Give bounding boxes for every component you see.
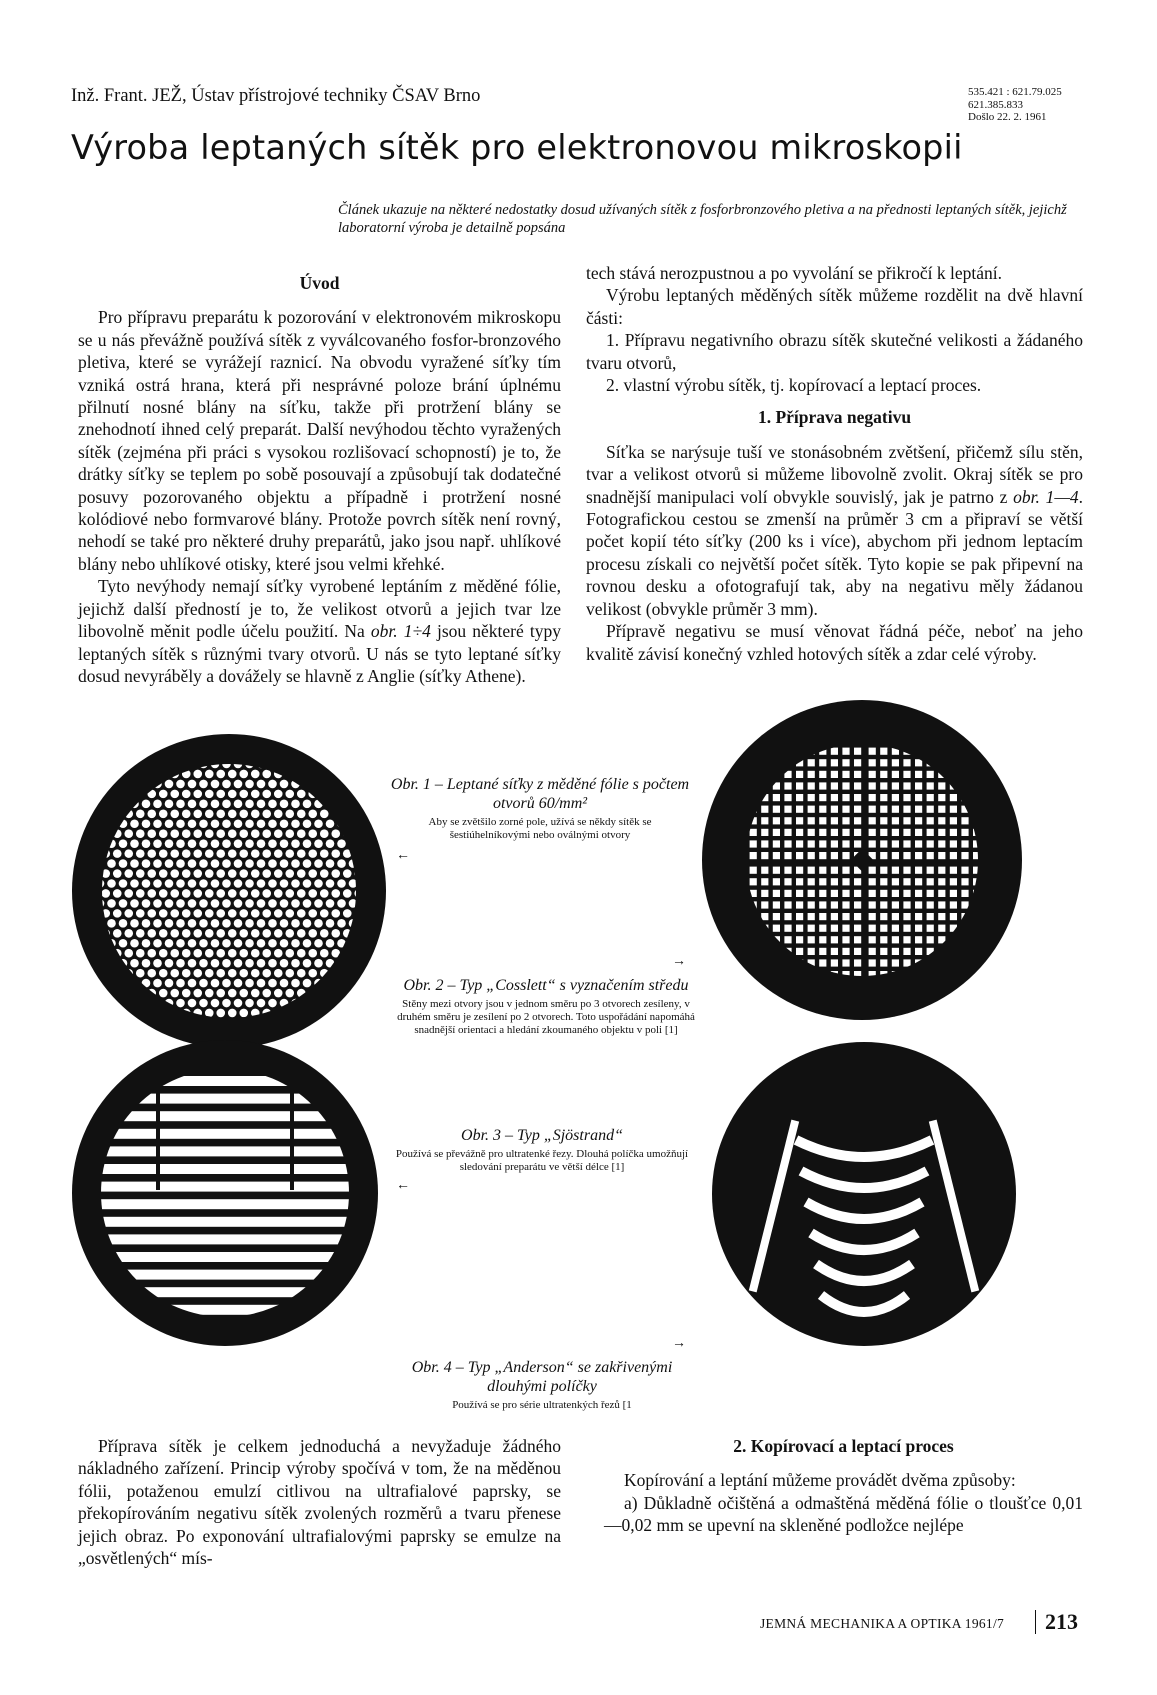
figure-4-grid-image — [712, 1042, 1016, 1346]
neg-p1-text-a: Síťka se narýsuje tuší ve stonásobném zvětšení, přičemž sílu stěn, tvar a velikost otvorů si můžeme libovolně zvolit. Okraj sítěk se pro snadnější manipulaci volí obvykle souvislý, jak je patrno z — [586, 441, 1083, 507]
figure-2-grid-image — [702, 700, 1022, 1020]
udc-classification — [968, 86, 1062, 124]
copy-heading: 2. Kopírovací a leptací proces — [733, 1436, 954, 1456]
negative-heading: 1. Příprava negativu — [757, 407, 912, 428]
bottom-left-column — [78, 1435, 561, 1569]
figure-1-caption — [390, 775, 690, 842]
received-date: Došlo 22. 2. 1961 — [968, 111, 1047, 123]
figure-1-title: Obr. 1 – Leptané síťky z měděné fólie s počtem otvorů 60/mm² — [390, 776, 690, 812]
intro-paragraph-2 — [78, 575, 561, 687]
figure-1-grid-image — [72, 734, 386, 1048]
figure-2-caption — [396, 976, 696, 1037]
intro-paragraph-1: Pro přípravu preparátu k pozorování v elektronovém mikroskopu se u nás převážně používá sítěk z vyválcovaného fosfor-bronzového pletiva, které se vyrážejí raznicí. Na obvodu vyražené síťky tím vzniká ostrá hrana, která při nesprávné poloze brání úplnému přilnutí nosné blány na síťku, takže při protržení blány se znehodnotí ihned celý preparát. Další nevýhodou těchto vyražených sítěk (zejména při práci s vysokou rozlišovací schopností) je to, že drátky síťky se teplem po sobě posouvají a způsobují tak dodatečné posuvy pozorovaného objektu a případně i protržení nosné kolódiové nebo formvarové blány. Protože povrch sítěk není rovný, nehodí se také pro některé druhy preparátů, jako jsou např. uhlíkové blány nebo uhlíkové otisky, které jsou velmi křehké. — [78, 307, 561, 574]
negative-paragraph-2: Přípravě negativu se musí věnovat řádná péče, neboť na jeho kvalitě závisí konečný vzhled hotových sítěk a zdar celé výroby. — [586, 621, 1083, 664]
author-line: Inž. Frant. JEŽ, Ústav přístrojové techniky ČSAV Brno — [71, 86, 481, 106]
col2-paragraph-3: 2. vlastní výrobu sítěk, tj. kopírovací a leptací proces. — [606, 375, 982, 396]
journal-footer: JEMNÁ MECHANIKA A OPTIKA 1961/7 — [760, 1616, 1005, 1631]
page-number: 213 — [1045, 1609, 1078, 1634]
copy-paragraph-2: a) Důkladně očištěná a odmaštěná měděná fólie o tloušťce 0,01—0,02 mm se upevní na skleněné podložce nejlépe — [604, 1492, 1083, 1536]
udc-line-1: 535.421 : 621.79.025 — [968, 86, 1062, 98]
neg-p1-text-b: . Fotografickou cestou se zmenší na průměr 3 cm a připraví se větší počet kopií této síťky (200 ks i více), abychom při jednom leptacím procesu získali co největší počet sítěk. Tyto kopie se pak připevní na rovnou desku a ofotografují tak, aby na negativu měly žádanou velikost (obvykle průměr 3 mm). — [586, 486, 1084, 619]
col2-paragraph-0: tech stává nerozpustnou a po vyvolání se přikročí k leptání. — [586, 263, 1002, 283]
figure-reference: obr. 1÷4 — [370, 621, 431, 642]
figure-reference-2: obr. 1—4 — [1013, 486, 1079, 507]
figure-4-description: Používá se pro série ultratenkých řezů [1 — [452, 1399, 632, 1411]
col3-paragraph-1: Příprava sítěk je celkem jednoduchá a nevyžaduje žádného nákladného zařízení. Princip výroby spočívá v tom, že na měděnou fólii, potaženou emulzí citlivou na ultrafialové paprsky, se překopírováním negativu sítěk zvolených rozměrů a tvaru přenese jejich obraz. Po exponování ultrafialovými paprsky se emulze na „osvětlených“ mís- — [78, 1436, 561, 1569]
abstract: Článek ukazuje na některé nedostatky dosud užívaných sítěk z fosforbronzového pletiva a na přednosti leptaných sítěk, jejichž laboratorní výroba je detailně popsána — [338, 202, 1067, 236]
article-title: Výroba leptaných sítěk pro elektronovou mikroskopii — [71, 128, 963, 167]
arrow-left-3: ← — [396, 1178, 410, 1193]
copy-paragraph-1: Kopírování a leptání můžeme provádět dvěma způsoby: — [624, 1470, 1016, 1491]
figure-3-caption — [392, 1126, 692, 1174]
figure-1-description: Aby se zvětšilo zorné pole, užívá se někdy sítěk se šestiúhelníkovými nebo oválnými otvory — [428, 816, 652, 841]
negative-paragraph-1 — [586, 441, 1083, 620]
footer-separator — [1035, 1610, 1036, 1634]
figure-4-title: Obr. 4 – Typ „Anderson“ se zakřivenými dlouhými políčky — [411, 1359, 673, 1395]
udc-line-2: 621.385.833 — [968, 98, 1023, 111]
right-column-top — [586, 262, 1083, 665]
figure-2-description: Stěny mezi otvory jsou v jednom směru po 3 otvorech zesíleny, v druhém směru je zesílení po 2 otvorech. Toto uspořádání napomáhá snadnější orientaci a hledání zkoumaného objektu v poli [1] — [397, 998, 695, 1036]
col2-paragraph-2: 1. Přípravu negativního obrazu sítěk skutečné velikosti a žádaného tvaru otvorů, — [586, 330, 1083, 373]
bottom-right-column — [604, 1435, 1083, 1537]
figure-3-grid-image — [72, 1040, 378, 1346]
intro-p2-text-a: Tyto nevýhody nemají síťky vyrobené leptáním z měděné fólie, jejichž další předností je to, že velikost otvorů a jejich tvar lze libovolně měnit podle účelu použití. Na — [78, 576, 561, 642]
arrow-left-1: ← — [396, 848, 410, 863]
intro-p2-text-b: jsou některé typy leptaných sítěk s různými tvary otvorů. U nás se tyto leptané síťky dosud nevyráběly a dovážely se hlavně z Anglie (síťky Athene). — [78, 621, 561, 686]
figure-2-title: Obr. 2 – Typ „Cosslett“ s vyznačením středu — [403, 977, 689, 994]
arrow-right-2: → — [672, 954, 686, 969]
figure-4-caption — [392, 1358, 692, 1412]
col2-paragraph-1: Výrobu leptaných měděných sítěk můžeme rozdělit na dvě hlavní části: — [586, 285, 1083, 328]
figure-3-description: Používá se převážně pro ultratenké řezy. Dlouhá políčka umožňují sledování preparátu ve větší délce [1] — [395, 1148, 689, 1173]
intro-heading: Úvod — [299, 273, 340, 293]
intro-column — [78, 262, 561, 687]
arrow-right-4: → — [672, 1336, 686, 1351]
figure-3-title: Obr. 3 – Typ „Sjöstrand“ — [461, 1127, 623, 1144]
